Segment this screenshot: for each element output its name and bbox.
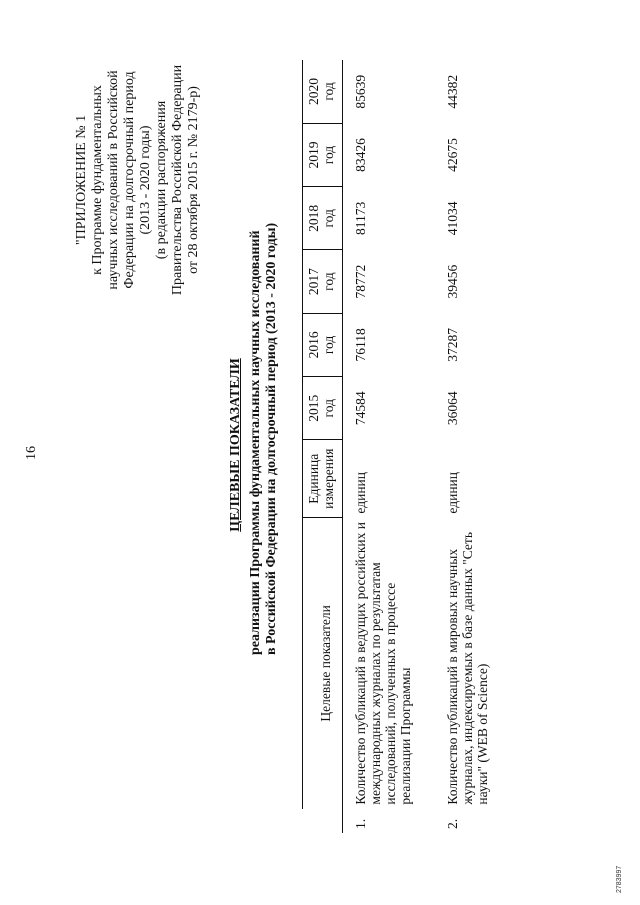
row-value: 36064: [445, 391, 460, 426]
table-row: [435, 60, 505, 833]
row-value: 76118: [353, 328, 368, 362]
header-unit-line: Единица: [306, 453, 321, 504]
row-value: 44382: [445, 74, 460, 109]
appendix-line: от 28 октября 2015 г. № 2179-р): [186, 86, 201, 274]
row-value: 37287: [445, 328, 460, 362]
row-value: 83426: [353, 138, 368, 172]
header-year-suffix: год: [321, 272, 336, 291]
header-year-value: 2016: [306, 331, 321, 359]
row-value: 41034: [445, 201, 460, 236]
header-year-value: 2018: [306, 204, 321, 232]
heading-title: ЦЕЛЕВЫЕ ПОКАЗАТЕЛИ: [228, 358, 243, 532]
table-row: [343, 60, 436, 833]
appendix-line: (в редакции распоряжения: [154, 100, 169, 260]
header-year: [303, 377, 343, 440]
appendix-line: Правительства Российской Федерации: [170, 64, 185, 296]
header-indicator-label: Целевые показатели: [318, 605, 333, 722]
document-code: 2783997: [616, 865, 623, 893]
header-year-suffix: год: [321, 145, 336, 165]
row-value: 39456: [445, 264, 460, 299]
header-year-suffix: год: [321, 335, 336, 355]
appendix-line: (2013 - 2020 годы): [138, 125, 153, 235]
header-year-value: 2015: [306, 394, 321, 422]
row-value: 78772: [353, 264, 368, 299]
header-year-value: 2020: [306, 77, 321, 105]
appendix-line: Федерации на долгосрочный период: [122, 71, 137, 289]
appendix-line: "ПРИЛОЖЕНИЕ № 1: [74, 114, 89, 246]
heading-subtitle-line: реализации Программы фундаментальных научных исследований: [248, 230, 263, 655]
row-number: 2.: [445, 818, 460, 829]
appendix-line: к Программе фундаментальных: [90, 85, 105, 275]
row-value: 85639: [353, 74, 368, 109]
row-value: 81173: [353, 201, 368, 235]
document-heading: [228, 222, 280, 655]
row-indicator-name: Количество публикаций в ведущих российских и международных журналах по результатам исследований, полученных в процессе реализации Программы: [353, 521, 413, 805]
header-indicator: [303, 518, 343, 809]
header-year-suffix: год: [321, 399, 336, 418]
row-indicator-name: Количество публикаций в мировых научных журналах, индексируемых в базе данных "Сеть науки" (WEB of Science): [445, 532, 490, 805]
row-number: 1.: [353, 818, 368, 829]
header-year-suffix: год: [321, 82, 336, 101]
header-year: [303, 313, 343, 376]
header-number: [303, 809, 343, 833]
header-year: [303, 187, 343, 250]
header-year: [303, 60, 343, 123]
appendix-line: научных исследований в Российской: [106, 70, 121, 290]
row-unit: единиц: [353, 472, 368, 514]
indicators-table: [302, 60, 505, 833]
row-unit: единиц: [445, 472, 460, 514]
header-year-suffix: год: [321, 209, 336, 228]
row-value: 42675: [445, 138, 460, 172]
table-header-row: [303, 60, 343, 833]
header-year: [303, 123, 343, 186]
appendix-block: [74, 15, 202, 345]
row-value: 74584: [353, 391, 368, 426]
heading-subtitle-line: в Российской Федерации на долгосрочный период (2013 - 2020 годы): [264, 222, 279, 655]
page-number: 16: [24, 446, 39, 460]
header-unit: [303, 440, 343, 518]
header-year-value: 2019: [306, 141, 321, 169]
header-year-value: 2017: [306, 268, 321, 296]
header-year: [303, 250, 343, 313]
header-unit-line: измерения: [321, 448, 336, 509]
